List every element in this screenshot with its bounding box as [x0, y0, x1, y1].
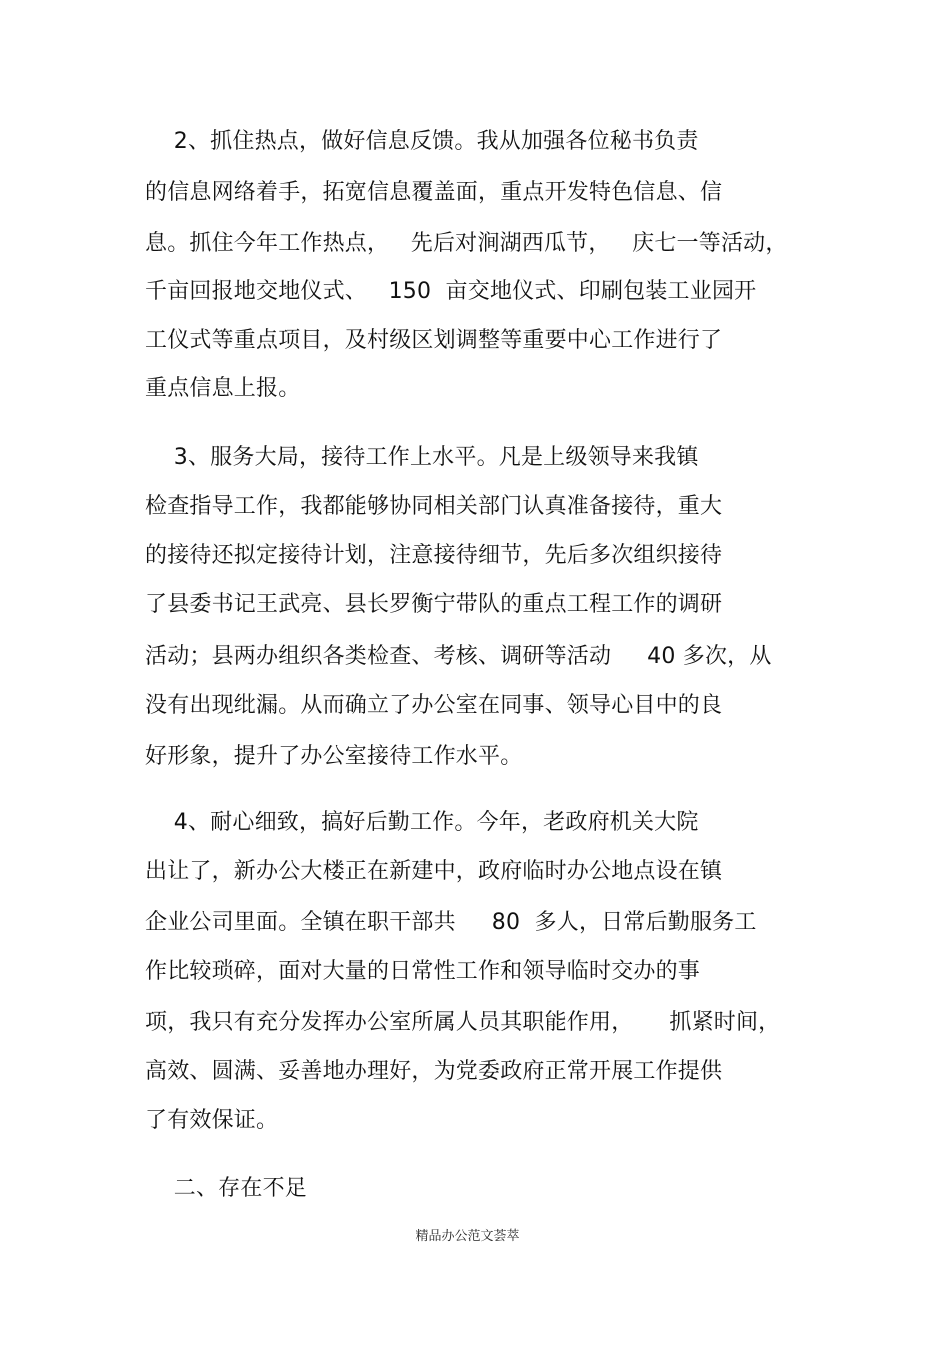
paragraph-1-line-3: 息。抓住今年工作热点， 先后对涧湖西瓜节， 庆七一等活动，	[145, 231, 788, 256]
paragraph-1-line-4: 千亩回报地交地仪式、 150 亩交地仪式、印刷包装工业园开	[145, 279, 757, 304]
paragraph-3-line-3: 企业公司里面。全镇在职干部共 80 多人，日常后勤服务工	[145, 910, 757, 935]
paragraph-3-line-4: 作比较琐碎，面对大量的日常性工作和领导临时交办的事	[145, 959, 701, 984]
paragraph-1-line-1: 2、抓住热点，做好信息反馈。我从加强各位秘书负责	[145, 129, 699, 154]
paragraph-3-line-7: 了有效保证。	[145, 1108, 279, 1133]
paragraph-1-line-6: 重点信息上报。	[145, 376, 301, 401]
paragraph-2-line-1: 3、服务大局，接待工作上水平。凡是上级领导来我镇	[145, 445, 699, 470]
paragraph-3-line-6: 高效、圆满、妥善地办理好，为党委政府正常开展工作提供	[145, 1059, 723, 1084]
paragraph-3-line-2: 出让了，新办公大楼正在新建中，政府临时办公地点设在镇	[145, 859, 723, 884]
paragraph-2-line-2: 检查指导工作，我都能够协同相关部门认真准备接待，重大	[145, 494, 723, 519]
paragraph-2-line-3: 的接待还拟定接待计划，注意接待细节，先后多次组织接待	[145, 543, 723, 568]
paragraph-2-line-5: 活动；县两办组织各类检查、考核、调研等活动 40 多次，从	[145, 644, 772, 669]
paragraph-2-line-7: 好形象，提升了办公室接待工作水平。	[145, 744, 523, 769]
section-heading: 二、存在不足	[145, 1176, 307, 1201]
paragraph-2-line-6: 没有出现纰漏。从而确立了办公室在同事、领导心目中的良	[145, 693, 723, 718]
page-footer: 精品办公范文荟萃	[415, 1229, 520, 1244]
paragraph-1-line-2: 的信息网络着手，拓宽信息覆盖面，重点开发特色信息、信	[145, 180, 723, 205]
paragraph-1-line-5: 工仪式等重点项目，及村级区划调整等重要中心工作进行了	[145, 328, 723, 353]
paragraph-3-line-1: 4、耐心细致，搞好后勤工作。今年，老政府机关大院	[145, 810, 699, 835]
paragraph-2-line-4: 了县委书记王武亮、县长罗衡宁带队的重点工程工作的调研	[145, 592, 723, 617]
paragraph-3-line-5: 项，我只有充分发挥办公室所属人员其职能作用， 抓紧时间，	[145, 1010, 781, 1035]
